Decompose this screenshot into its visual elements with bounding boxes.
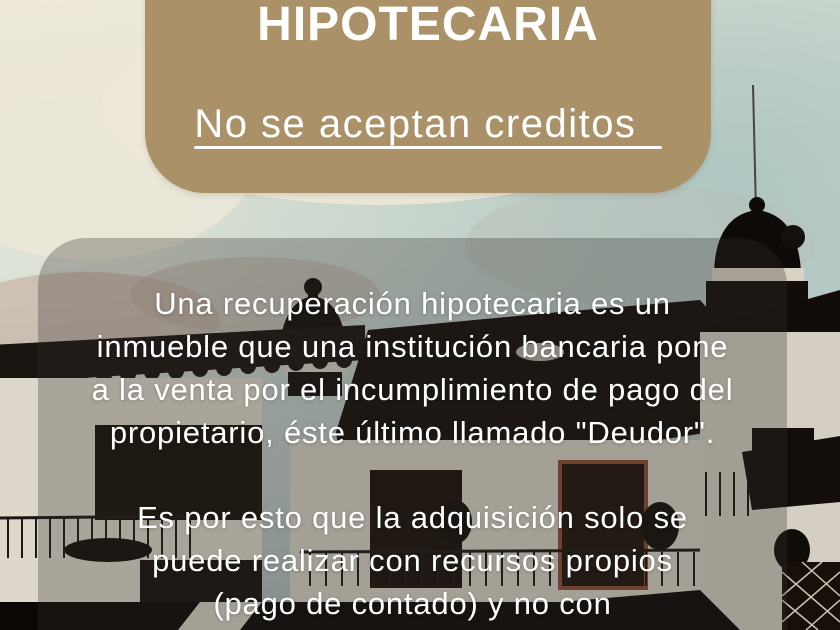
p2-line2: puede realizar con recursos propios [152,543,673,578]
p1-line3: a la venta por el incumplimiento de pago del [91,372,734,407]
header-card [145,0,711,193]
flyer-title: HIPOTECARIA [257,0,599,51]
p1-line1: Una recuperación hipotecaria es un [154,286,671,321]
p1-line4: propietario, éste último llamado "Deudor". [109,415,716,450]
p1-line2: inmueble que una institución bancaria pone [96,329,729,364]
body-copy [38,282,787,625]
p2-line3: (pago de contado) y no con [213,586,612,621]
flyer-subtitle: No se aceptan creditos [194,102,637,146]
paragraph-definition [38,282,787,454]
p2-line1: Es por esto que la adquisición solo se [137,500,688,535]
paragraph-cash-only [38,496,787,625]
